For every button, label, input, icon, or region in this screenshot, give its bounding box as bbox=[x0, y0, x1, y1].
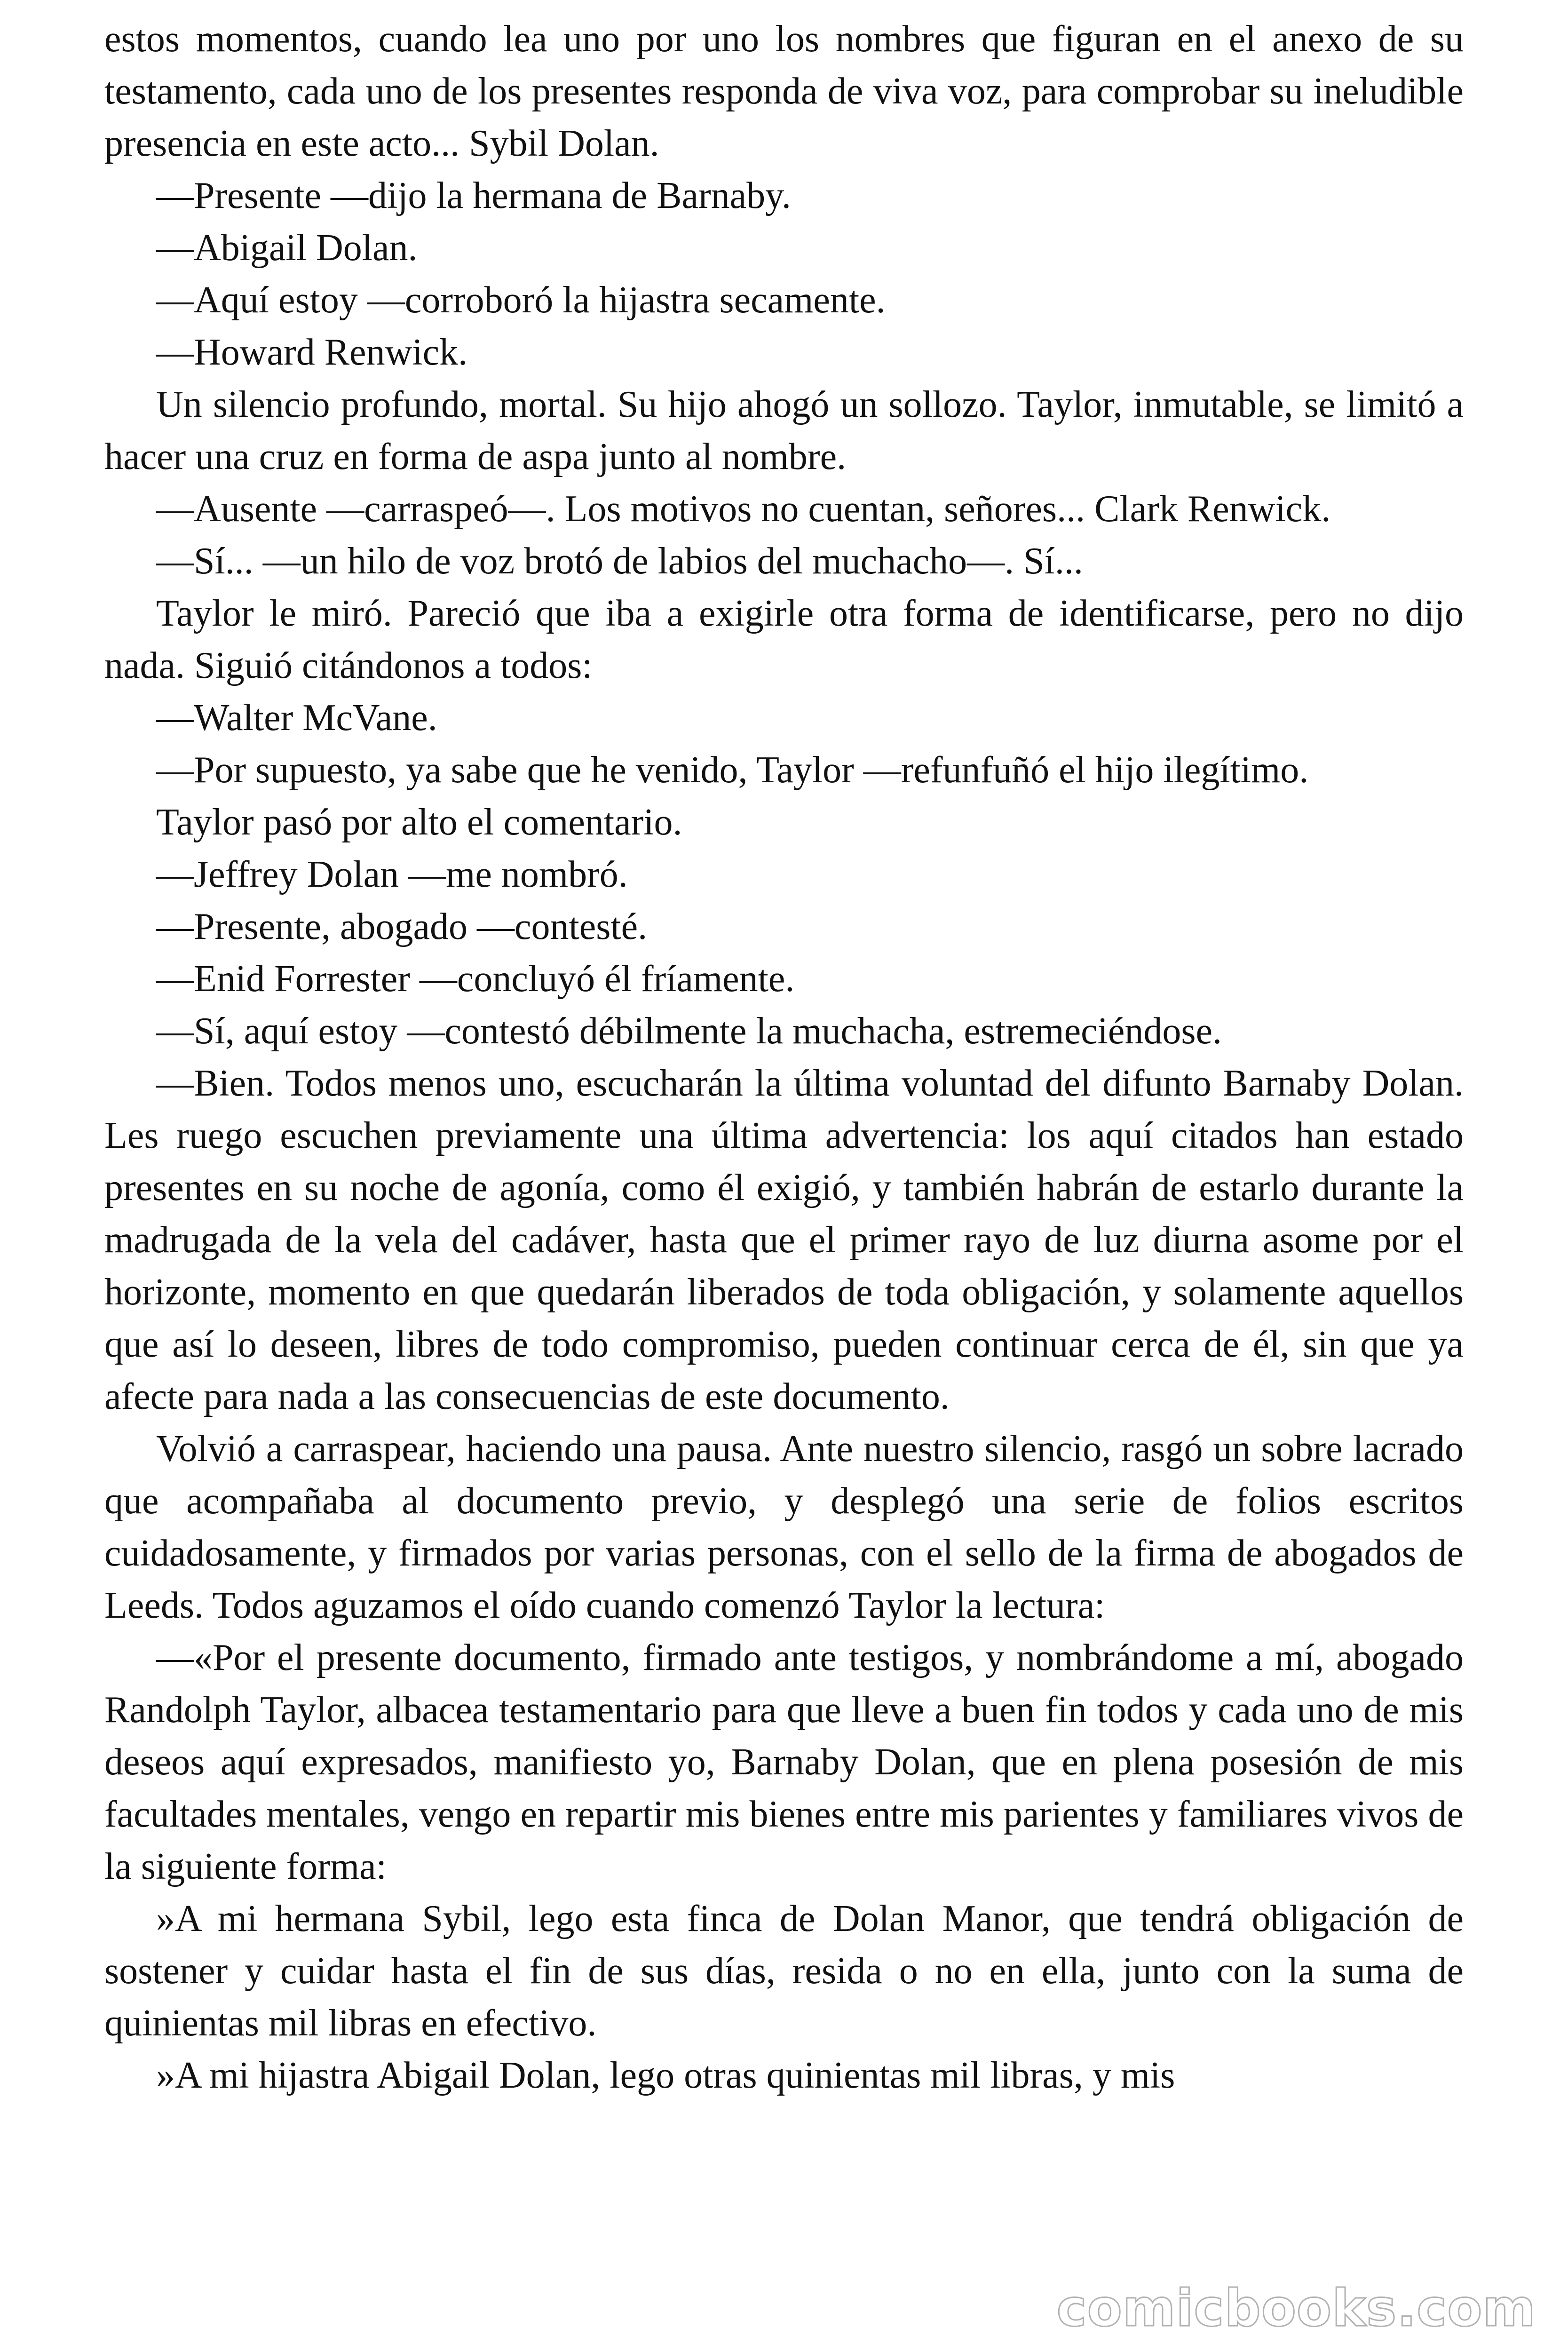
paragraph: —«Por el presente documento, firmado ante testigos, y nombrándome a mí, abogado Randolph Taylor, albacea testamentario para que lleve a buen fin todos y cada uno de mis deseos aquí expresados, manifiesto yo, Barnaby Dolan, que en plena posesión de mis facultades mentales, vengo en repartir mis bienes entre mis parientes y familiares vivos de la siguiente forma: bbox=[104, 1637, 1464, 1887]
paragraph: Taylor pasó por alto el comentario. bbox=[156, 802, 682, 843]
paragraph: —Presente —dijo la hermana de Barnaby. bbox=[156, 175, 791, 216]
paragraph: estos momentos, cuando lea uno por uno los nombres que figuran en el anexo de su testamento, cada uno de los presentes responda de viva voz, para comprobar su ineludible presencia en este acto... Sybil Dolan. bbox=[104, 18, 1464, 164]
paragraph: —Abigail Dolan. bbox=[156, 227, 418, 269]
paragraph: —Jeffrey Dolan —me nombró. bbox=[156, 854, 628, 895]
paragraph: Un silencio profundo, mortal. Su hijo ahogó un sollozo. Taylor, inmutable, se limitó a hacer una cruz en forma de aspa junto al nombre. bbox=[104, 384, 1464, 477]
paragraph: —Sí, aquí estoy —contestó débilmente la muchacha, estremeciéndose. bbox=[156, 1010, 1222, 1052]
paragraph: —Enid Forrester —concluyó él fríamente. bbox=[156, 958, 795, 1000]
watermark: comicbooks.com bbox=[1056, 2279, 1536, 2338]
paragraph: —Bien. Todos menos uno, escucharán la última voluntad del difunto Barnaby Dolan. Les ruego escuchen previamente una última advertencia: los aquí citados han estado presentes en su noche de agonía, como él exigió, y también habrán de estarlo durante la madrugada de la vela del cadáver, hasta que el primer rayo de luz diurna asome por el horizonte, momento en que quedarán liberados de toda obligación, y solamente aquellos que así lo deseen, libres de todo compromiso, pueden continuar cerca de él, sin que ya afecte para nada a las consecuencias de este documento. bbox=[104, 1063, 1464, 1417]
paragraph: —Howard Renwick. bbox=[156, 332, 468, 373]
paragraph: —Walter McVane. bbox=[156, 697, 437, 739]
paragraph: —Sí... —un hilo de voz brotó de labios del muchacho—. Sí... bbox=[156, 540, 1083, 582]
paragraph: —Por supuesto, ya sabe que he venido, Taylor —refunfuñó el hijo ilegítimo. bbox=[156, 749, 1309, 791]
paragraph: »A mi hijastra Abigail Dolan, lego otras quinientas mil libras, y mis bbox=[156, 2055, 1175, 2096]
book-page-text bbox=[104, 13, 1464, 2102]
paragraph: »A mi hermana Sybil, lego esta finca de Dolan Manor, que tendrá obligación de sostener y cuidar hasta el fin de sus días, resida o no en ella, junto con la suma de quinientas mil libras en efectivo. bbox=[104, 1898, 1464, 2044]
paragraph: —Ausente —carraspeó—. Los motivos no cuentan, señores... Clark Renwick. bbox=[156, 488, 1331, 530]
paragraph: Taylor le miró. Pareció que iba a exigirle otra forma de identificarse, pero no dijo nada. Siguió citándonos a todos: bbox=[104, 593, 1464, 686]
paragraph: Volvió a carraspear, haciendo una pausa. Ante nuestro silencio, rasgó un sobre lacrado que acompañaba al documento previo, y desplegó una serie de folios escritos cuidadosamente, y firmados por varias personas, con el sello de la firma de abogados de Leeds. Todos aguzamos el oído cuando comenzó Taylor la lectura: bbox=[104, 1428, 1464, 1626]
paragraph: —Aquí estoy —corroboró la hijastra secamente. bbox=[156, 279, 886, 321]
paragraph: —Presente, abogado —contesté. bbox=[156, 906, 648, 947]
